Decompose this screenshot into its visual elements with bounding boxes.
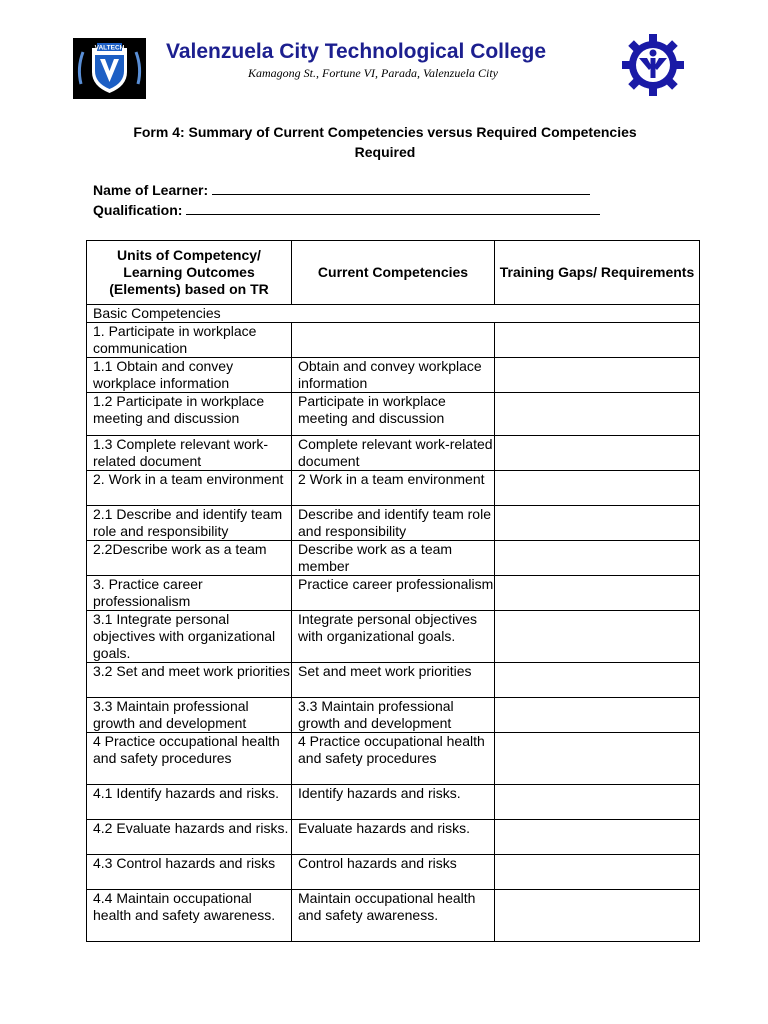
gaps-cell[interactable] — [495, 890, 700, 942]
qualification-field — [93, 201, 600, 218]
table-row — [87, 541, 700, 576]
gaps-cell[interactable] — [495, 785, 700, 820]
current-cell[interactable]: Set and meet work priorities — [292, 663, 495, 698]
unit-cell: 2.1 Describe and identify team role and responsibility — [87, 506, 292, 541]
current-cell[interactable]: Describe work as a team member — [292, 541, 495, 576]
valtech-logo — [73, 38, 146, 99]
tesda-logo — [620, 34, 686, 96]
table-row — [87, 663, 700, 698]
form-title-line2: Required — [354, 144, 416, 160]
current-cell[interactable]: Complete relevant work-related document — [292, 436, 495, 471]
unit-cell: 3. Practice career professionalism — [87, 576, 292, 611]
current-cell[interactable]: 4 Practice occupational health and safety procedures — [292, 733, 495, 785]
unit-cell: 4 Practice occupational health and safety procedures — [87, 733, 292, 785]
unit-cell: 3.3 Maintain professional growth and development — [87, 698, 292, 733]
gaps-cell[interactable] — [495, 733, 700, 785]
gaps-cell[interactable] — [495, 855, 700, 890]
current-cell[interactable]: Control hazards and risks — [292, 855, 495, 890]
table-row — [87, 785, 700, 820]
current-cell[interactable]: Evaluate hazards and risks. — [292, 820, 495, 855]
learner-name-line[interactable] — [212, 181, 590, 195]
current-cell[interactable] — [292, 323, 495, 358]
unit-cell: 4.3 Control hazards and risks — [87, 855, 292, 890]
current-cell[interactable]: 2 Work in a team environment — [292, 471, 495, 506]
table-row — [87, 323, 700, 358]
gaps-cell[interactable] — [495, 358, 700, 393]
gaps-cell[interactable] — [495, 393, 700, 436]
current-cell[interactable]: Identify hazards and risks. — [292, 785, 495, 820]
qualification-line[interactable] — [186, 201, 600, 215]
section-row — [87, 305, 700, 323]
unit-cell: 3.1 Integrate personal objectives with organizational goals. — [87, 611, 292, 663]
unit-cell: 4.4 Maintain occupational health and safety awareness. — [87, 890, 292, 942]
table-row — [87, 506, 700, 541]
section-label: Basic Competencies — [87, 305, 700, 323]
table-row — [87, 358, 700, 393]
table-row — [87, 890, 700, 942]
current-cell[interactable]: Participate in workplace meeting and discussion — [292, 393, 495, 436]
learner-name-field — [93, 181, 590, 198]
competency-table — [86, 240, 700, 942]
current-cell[interactable]: Describe and identify team role and responsibility — [292, 506, 495, 541]
table-row — [87, 576, 700, 611]
gaps-cell[interactable] — [495, 471, 700, 506]
gaps-cell[interactable] — [495, 323, 700, 358]
unit-cell: 1.2 Participate in workplace meeting and discussion — [87, 393, 292, 436]
header-current: Current Competencies — [292, 241, 495, 305]
current-cell[interactable]: Practice career professionalism — [292, 576, 495, 611]
unit-cell: 1. Participate in workplace communication — [87, 323, 292, 358]
table-row — [87, 393, 700, 436]
form-title — [80, 122, 690, 162]
unit-cell: 2.2Describe work as a team — [87, 541, 292, 576]
gaps-cell[interactable] — [495, 576, 700, 611]
unit-cell: 3.2 Set and meet work priorities — [87, 663, 292, 698]
form-title-line1: Form 4: Summary of Current Competencies versus Required Competencies — [133, 124, 637, 140]
table-row — [87, 471, 700, 506]
gaps-cell[interactable] — [495, 506, 700, 541]
current-cell[interactable]: Maintain occupational health and safety awareness. — [292, 890, 495, 942]
current-cell[interactable]: Obtain and convey workplace information — [292, 358, 495, 393]
svg-text:VALTECH: VALTECH — [94, 44, 125, 52]
gaps-cell[interactable] — [495, 820, 700, 855]
table-row — [87, 820, 700, 855]
gaps-cell[interactable] — [495, 436, 700, 471]
current-cell[interactable]: 3.3 Maintain professional growth and development — [292, 698, 495, 733]
gaps-cell[interactable] — [495, 663, 700, 698]
table-row — [87, 436, 700, 471]
qualification-label: Qualification: — [93, 202, 183, 218]
current-cell[interactable]: Integrate personal objectives with organizational goals. — [292, 611, 495, 663]
unit-cell: 1.1 Obtain and convey workplace information — [87, 358, 292, 393]
table-header-row — [87, 241, 700, 305]
college-name: Valenzuela City Technological College — [166, 40, 547, 63]
unit-cell: 1.3 Complete relevant work-related document — [87, 436, 292, 471]
table-row — [87, 733, 700, 785]
gaps-cell[interactable] — [495, 611, 700, 663]
gaps-cell[interactable] — [495, 541, 700, 576]
table-row — [87, 611, 700, 663]
unit-cell: 4.1 Identify hazards and risks. — [87, 785, 292, 820]
learner-name-label: Name of Learner: — [93, 182, 209, 198]
header-gaps: Training Gaps/ Requirements — [495, 241, 700, 305]
college-address: Kamagong St., Fortune VI, Parada, Valenzuela City — [248, 66, 498, 80]
gaps-cell[interactable] — [495, 698, 700, 733]
unit-cell: 4.2 Evaluate hazards and risks. — [87, 820, 292, 855]
table-row — [87, 855, 700, 890]
unit-cell: 2. Work in a team environment — [87, 471, 292, 506]
header-units: Units of Competency/ Learning Outcomes (Elements) based on TR — [87, 241, 292, 305]
table-row — [87, 698, 700, 733]
